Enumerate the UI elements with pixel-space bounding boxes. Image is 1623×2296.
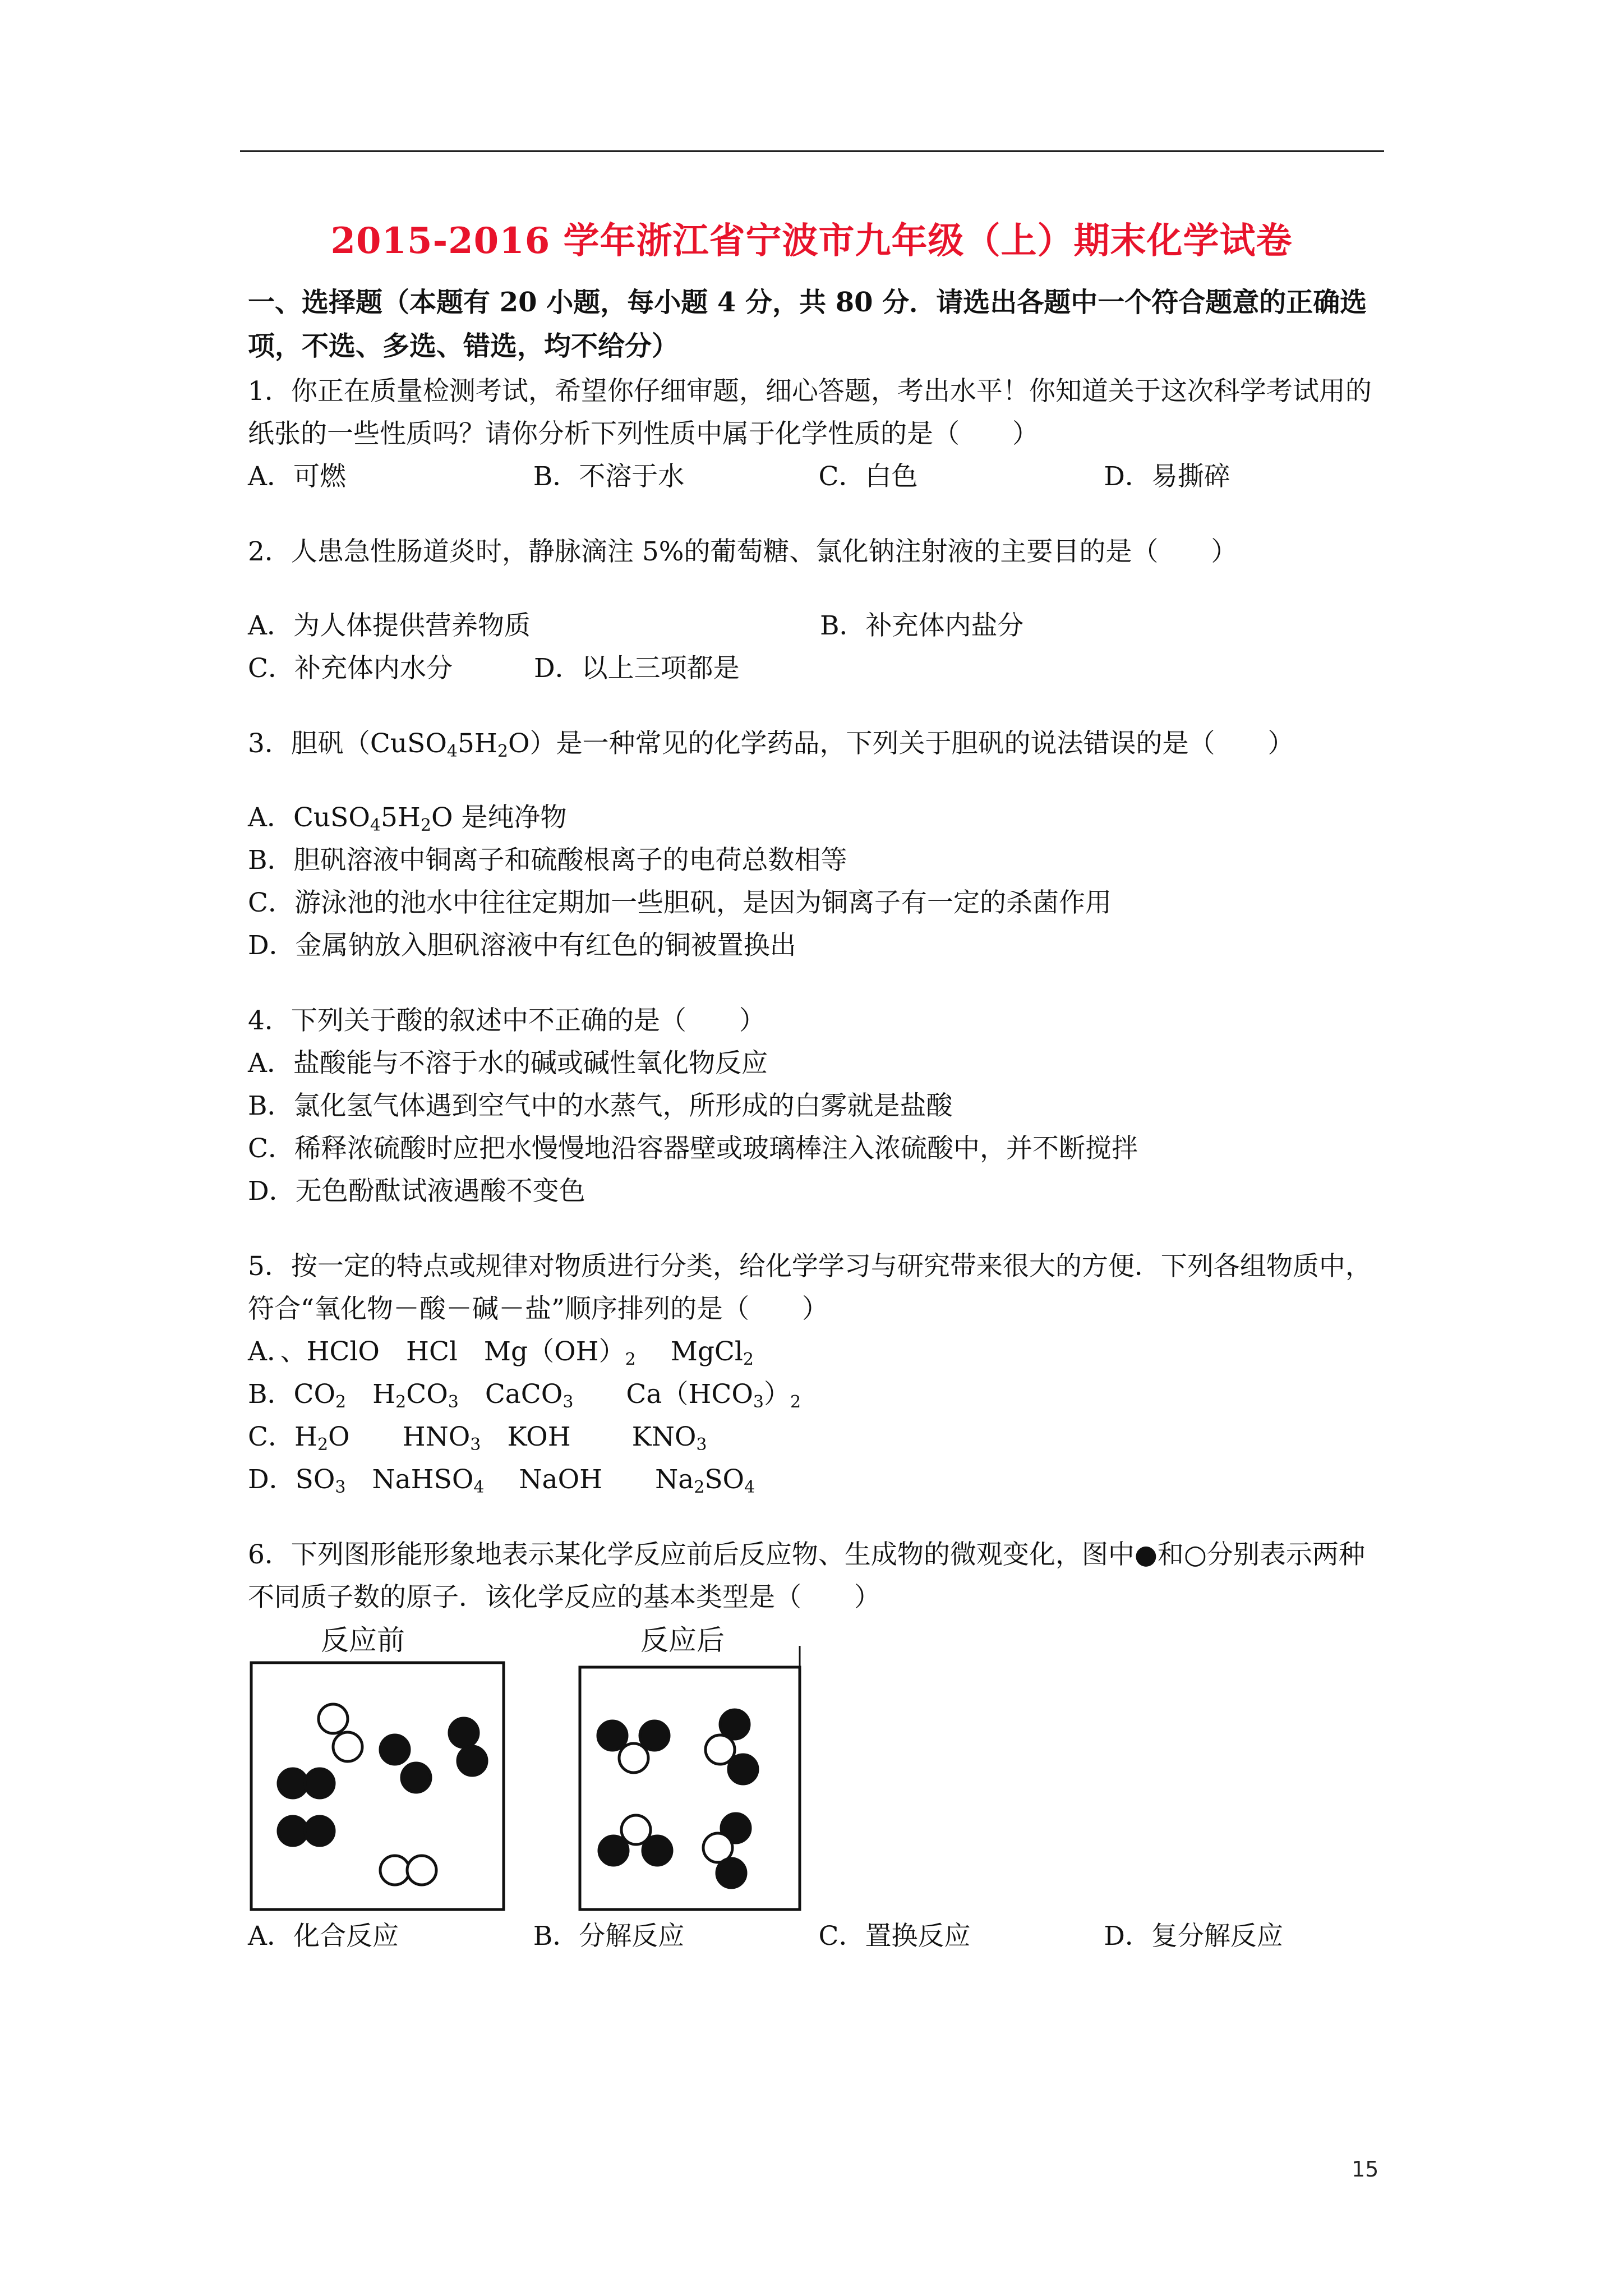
option-b[interactable]: B．氯化氢气体遇到空气中的水蒸气，所形成的白雾就是盐酸 <box>248 1091 953 1121</box>
solid-atom <box>458 1746 487 1775</box>
hollow-atom <box>407 1856 436 1885</box>
page-number: 15 <box>1352 2157 1379 2182</box>
before-label: 反应前 <box>321 1624 405 1657</box>
header-rule <box>240 150 1384 152</box>
option-d[interactable]: D．无色酚酞试液遇酸不变色 <box>248 1176 585 1207</box>
option-a[interactable]: A．化合反应 <box>248 1921 399 1952</box>
option-b[interactable]: B．$CO_2$ $H_2CO_3$ CaCO$_3$ $Ca(HCO_3)_2$ <box>248 1379 801 1412</box>
solid-atom <box>278 1816 307 1846</box>
option-c[interactable]: C．置换反应 <box>818 1921 971 1952</box>
option-d[interactable]: D．以上三项都是 <box>534 653 740 684</box>
after-box <box>580 1667 800 1910</box>
solid-atom <box>278 1769 307 1798</box>
reaction-diagram <box>248 1623 809 1915</box>
question-stem: 6．下列图形能形象地表示某化学反应前后反应物、生成物的微观变化，图中●和○分别表示两种不同质子数的原子．该化学反应的基本类型是（ ） <box>248 1539 1365 1613</box>
option-c[interactable]: C．$H_2O$ $HNO_3$ KOH $KNO_3$ <box>248 1421 707 1455</box>
question-6 <box>248 1534 1389 1958</box>
options-row <box>248 647 1389 690</box>
question-4 <box>248 1000 1389 1213</box>
option-a[interactable]: A．为人体提供营养物质 <box>248 610 531 641</box>
question-1 <box>248 370 1389 498</box>
option-a[interactable]: A．可燃 <box>248 461 346 492</box>
option-a[interactable]: A．$CuSO_45H_2O$ 是纯净物 <box>248 802 567 835</box>
question-2 <box>248 531 1389 690</box>
question-stem: 4．下列关于酸的叙述中不正确的是（ ） <box>248 1005 766 1036</box>
option-a[interactable]: A．、HClO HCl $Mg(OH)_2$ MgCl$_2$ <box>248 1336 754 1369</box>
exam-content <box>248 280 1389 1990</box>
option-a[interactable]: A．盐酸能与不溶于水的碱或碱性氧化物反应 <box>248 1048 768 1079</box>
solid-atom <box>402 1763 431 1792</box>
solid-atom <box>643 1836 672 1865</box>
question-stem: 1．你正在质量检测考试，希望你仔细审题，细心答题，考出水平！你知道关于这次科学考试用的纸张的一些性质吗？请你分析下列性质中属于化学性质的是（ ） <box>248 376 1372 449</box>
hollow-atom <box>619 1743 648 1773</box>
after-label: 反应后 <box>640 1624 725 1657</box>
hollow-atom <box>333 1732 362 1761</box>
reaction-figure <box>248 1623 809 1915</box>
option-d[interactable]: D．复分解反应 <box>1104 1921 1283 1952</box>
solid-atom <box>305 1769 334 1798</box>
solid-atom <box>717 1858 746 1888</box>
option-d[interactable]: D．金属钠放入胆矾溶液中有红色的铜被置换出 <box>248 930 796 961</box>
option-b[interactable]: B．胆矾溶液中铜离子和硫酸根离子的电荷总数相等 <box>248 845 847 876</box>
question-3 <box>248 723 1389 967</box>
solid-atom <box>728 1755 758 1784</box>
question-stem: 5．按一定的特点或规律对物质进行分类，给化学学习与研究带来很大的方便．下列各组物质中，符合“氧化物－酸－碱－盐”顺序排列的是（ ） <box>248 1251 1372 1324</box>
hollow-atom <box>380 1856 409 1885</box>
question-5 <box>248 1245 1389 1501</box>
solid-atom <box>599 1836 628 1865</box>
solid-atom <box>380 1735 409 1764</box>
solid-atom <box>640 1721 669 1750</box>
option-b[interactable]: B．不溶于水 <box>533 461 685 492</box>
solid-atom <box>598 1721 627 1750</box>
option-c[interactable]: C．补充体内水分 <box>248 653 453 684</box>
exam-title: 2015-2016 学年浙江省宁波市九年级（上）期末化学试卷 <box>330 220 1293 262</box>
options-row <box>248 605 1389 647</box>
question-stem: 3．胆矾$(CuSO_45H_2O)$是一种常见的化学药品，下列关于胆矾的说法错误的是（ ） <box>248 728 1294 761</box>
hollow-atom <box>319 1704 348 1733</box>
option-c[interactable]: C．稀释浓硫酸时应把水慢慢地沿容器壁或玻璃棒注入浓硫酸中，并不断搅拌 <box>248 1133 1138 1164</box>
option-b[interactable]: B．补充体内盐分 <box>820 610 1024 641</box>
options-row <box>248 455 1389 498</box>
option-d[interactable]: D．易撕碎 <box>1104 461 1230 492</box>
question-stem: 2．人患急性肠道炎时，静脉滴注 5%的葡萄糖、氯化钠注射液的主要目的是（ ） <box>248 536 1238 567</box>
section-heading: 一、选择题（本题有 20 小题，每小题 4 分，共 80 分．请选出各题中一个符合题意的正确选项，不选、多选、错选，均不给分） <box>248 287 1367 362</box>
options-row <box>248 1915 1389 1958</box>
solid-atom <box>449 1718 478 1747</box>
option-d[interactable]: D．$SO_3$ NaHSO$_4$ NaOH $Na_2SO_4$ <box>248 1464 755 1497</box>
option-c[interactable]: C．白色 <box>818 461 918 492</box>
option-c[interactable]: C．游泳池的池水中往往定期加一些胆矾，是因为铜离子有一定的杀菌作用 <box>248 887 1112 918</box>
solid-atom <box>305 1816 334 1846</box>
option-b[interactable]: B．分解反应 <box>533 1921 685 1952</box>
